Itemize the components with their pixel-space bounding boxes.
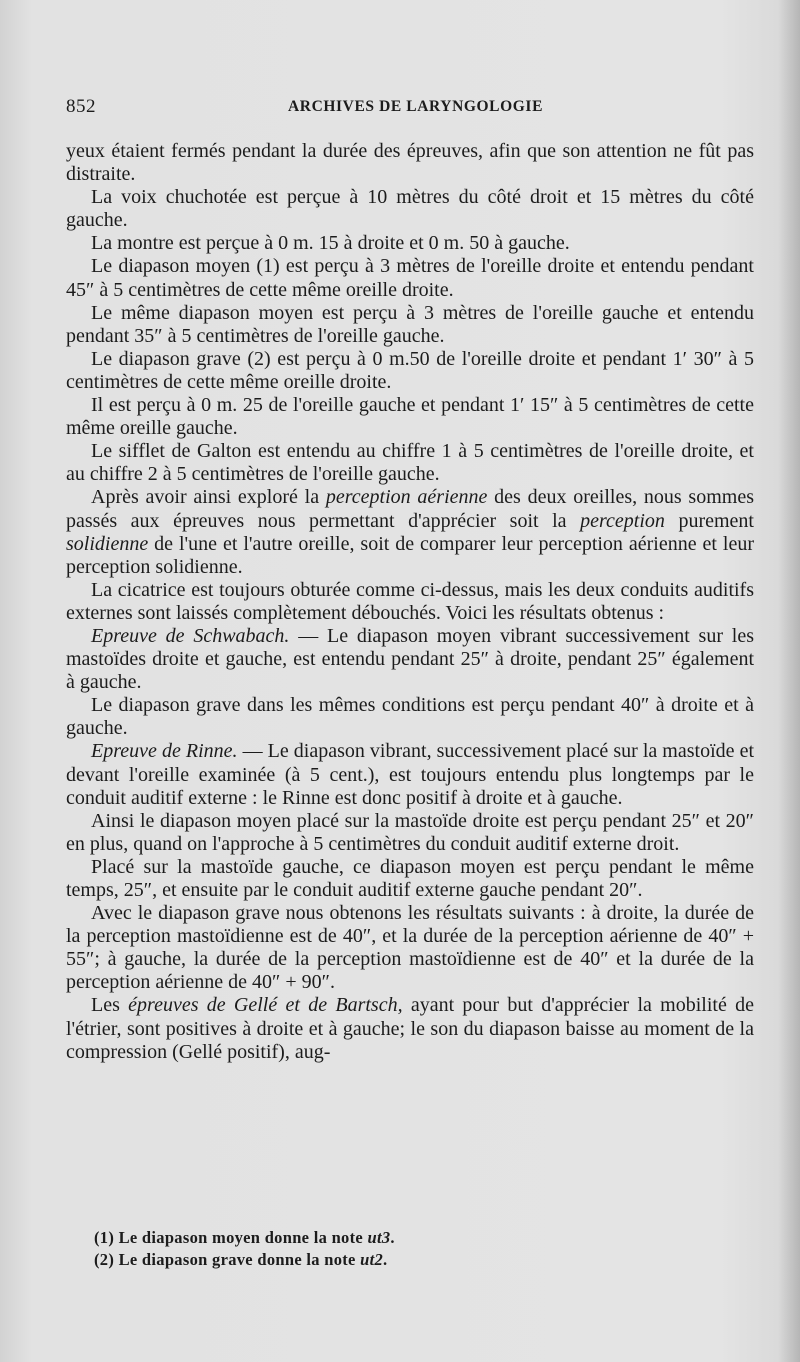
- text-run: Les: [91, 994, 129, 1017]
- paragraph-13: [66, 740, 754, 809]
- paragraph-14: Ainsi le diapason moyen placé sur la mastoïde droite est perçu pendant 25″ et 20″ en plus, quand on l'approche à 5 centimètres du conduit auditif externe droit.: [66, 809, 754, 855]
- text-run: — Le diapason vibrant, successivement placé sur la mastoïde et devant l'oreille examinée (à 5 cent.), est toujours entendu plus longtemps par le conduit auditif externe : le Rinne est donc positif à droite et à gauche.: [66, 740, 754, 809]
- section-title-rinne: Epreuve de Rinne.: [91, 740, 238, 763]
- paragraph-16: Avec le diapason grave nous obtenons les résultats suivants : à droite, la durée de la perception mastoïdienne est de 40″, et la durée de la perception aérienne de 40″ + 55″; à gauche, la durée de la perception mastoïdienne est de 40″ et la durée de la perception aérienne de 40″ + 90″.: [66, 902, 754, 994]
- paragraph-6: Le diapason grave (2) est perçu à 0 m.50 de l'oreille droite et pendant 1′ 30″ à 5 centimètres de cette même oreille droite.: [66, 347, 754, 393]
- footnote-1: (1) Le diapason moyen donne la note ut3.: [94, 1228, 395, 1247]
- italic-term: perception: [580, 509, 665, 532]
- paragraph-5: Le même diapason moyen est perçu à 3 mètres de l'oreille gauche et entendu pendant 35″ à 5 centimètres de l'oreille gauche.: [66, 301, 754, 347]
- running-head: ARCHIVES DE LARYNGOLOGIE: [288, 98, 544, 115]
- text-run: de l'une et l'autre oreille, soit de comparer leur perception aérienne et leur perception solidienne.: [66, 532, 754, 578]
- footnotes: [94, 1227, 754, 1271]
- italic-term: solidienne: [66, 532, 149, 555]
- paragraph-1: yeux étaient fermés pendant la durée des épreuves, afin que son attention ne fût pas distraite.: [66, 140, 754, 186]
- text-run: purement: [664, 509, 754, 532]
- page-gutter-shadow: [778, 0, 800, 1362]
- section-title-schwabach: Epreuve de Schwabach.: [91, 624, 290, 647]
- page-header: [66, 96, 756, 120]
- paragraph-7: Il est perçu à 0 m. 25 de l'oreille gauche et pendant 1′ 15″ à 5 centimètres de cette même oreille gauche.: [66, 394, 754, 440]
- footnote-text: (1) Le diapason moyen donne la note: [94, 1228, 368, 1247]
- paragraph-8: Le sifflet de Galton est entendu au chiffre 1 à 5 centimètres de l'oreille droite, et au chiffre 2 à 5 centimètres de l'oreille gauche.: [66, 440, 754, 486]
- paragraph-2: La voix chuchotée est perçue à 10 mètres du côté droit et 15 mètres du côté gauche.: [66, 186, 754, 232]
- text-run: — Le diapason moyen vibrant successivement sur les mastoïdes droite et gauche, est entendu pendant 25″ à droite, pendant 25″ également à gauche.: [66, 624, 754, 694]
- paragraph-9: [66, 486, 754, 578]
- footnote-2: (2) Le diapason grave donne la note ut2.: [94, 1250, 388, 1269]
- paragraph-12: Le diapason grave dans les mêmes conditions est perçu pendant 40″ à droite et à gauche.: [66, 694, 754, 740]
- text-run: des deux oreilles, nous sommes passés aux épreuves nous permettant d'apprécier soit la: [66, 486, 754, 532]
- paragraph-17: [66, 994, 754, 1063]
- footnote-text: (2) Le diapason grave donne la note: [94, 1250, 361, 1269]
- text-run: ayant pour but d'apprécier la mobilité de l'étrier, sont positives à droite et à gauche; le son du diapason baisse au moment de la compression (Gellé positif), aug-: [66, 994, 754, 1063]
- italic-term: perception aérienne: [325, 486, 488, 509]
- footnote-note: ut3: [367, 1228, 391, 1247]
- page-number: 852: [66, 96, 96, 117]
- body-text: [66, 140, 754, 1064]
- paragraph-3: La montre est perçue à 0 m. 15 à droite et 0 m. 50 à gauche.: [91, 232, 570, 255]
- footnote-note: ut2: [360, 1250, 384, 1269]
- paragraph-4: Le diapason moyen (1) est perçu à 3 mètres de l'oreille droite et entendu pendant 45″ à 5 centimètres de cette même oreille droite.: [66, 255, 754, 301]
- paragraph-15: Placé sur la mastoïde gauche, ce diapason moyen est perçu pendant le même temps, 25″, et ensuite par le conduit auditif externe gauche pendant 20″.: [66, 855, 754, 901]
- italic-term: épreuves de Gellé et de Bartsch,: [128, 994, 403, 1017]
- paragraph-10: La cicatrice est toujours obturée comme ci-dessus, mais les deux conduits auditifs externes sont laissés complètement débouchés. Voici les résultats obtenus :: [66, 578, 754, 624]
- text-run: Après avoir ainsi exploré la: [91, 486, 326, 509]
- paragraph-11: [66, 625, 754, 694]
